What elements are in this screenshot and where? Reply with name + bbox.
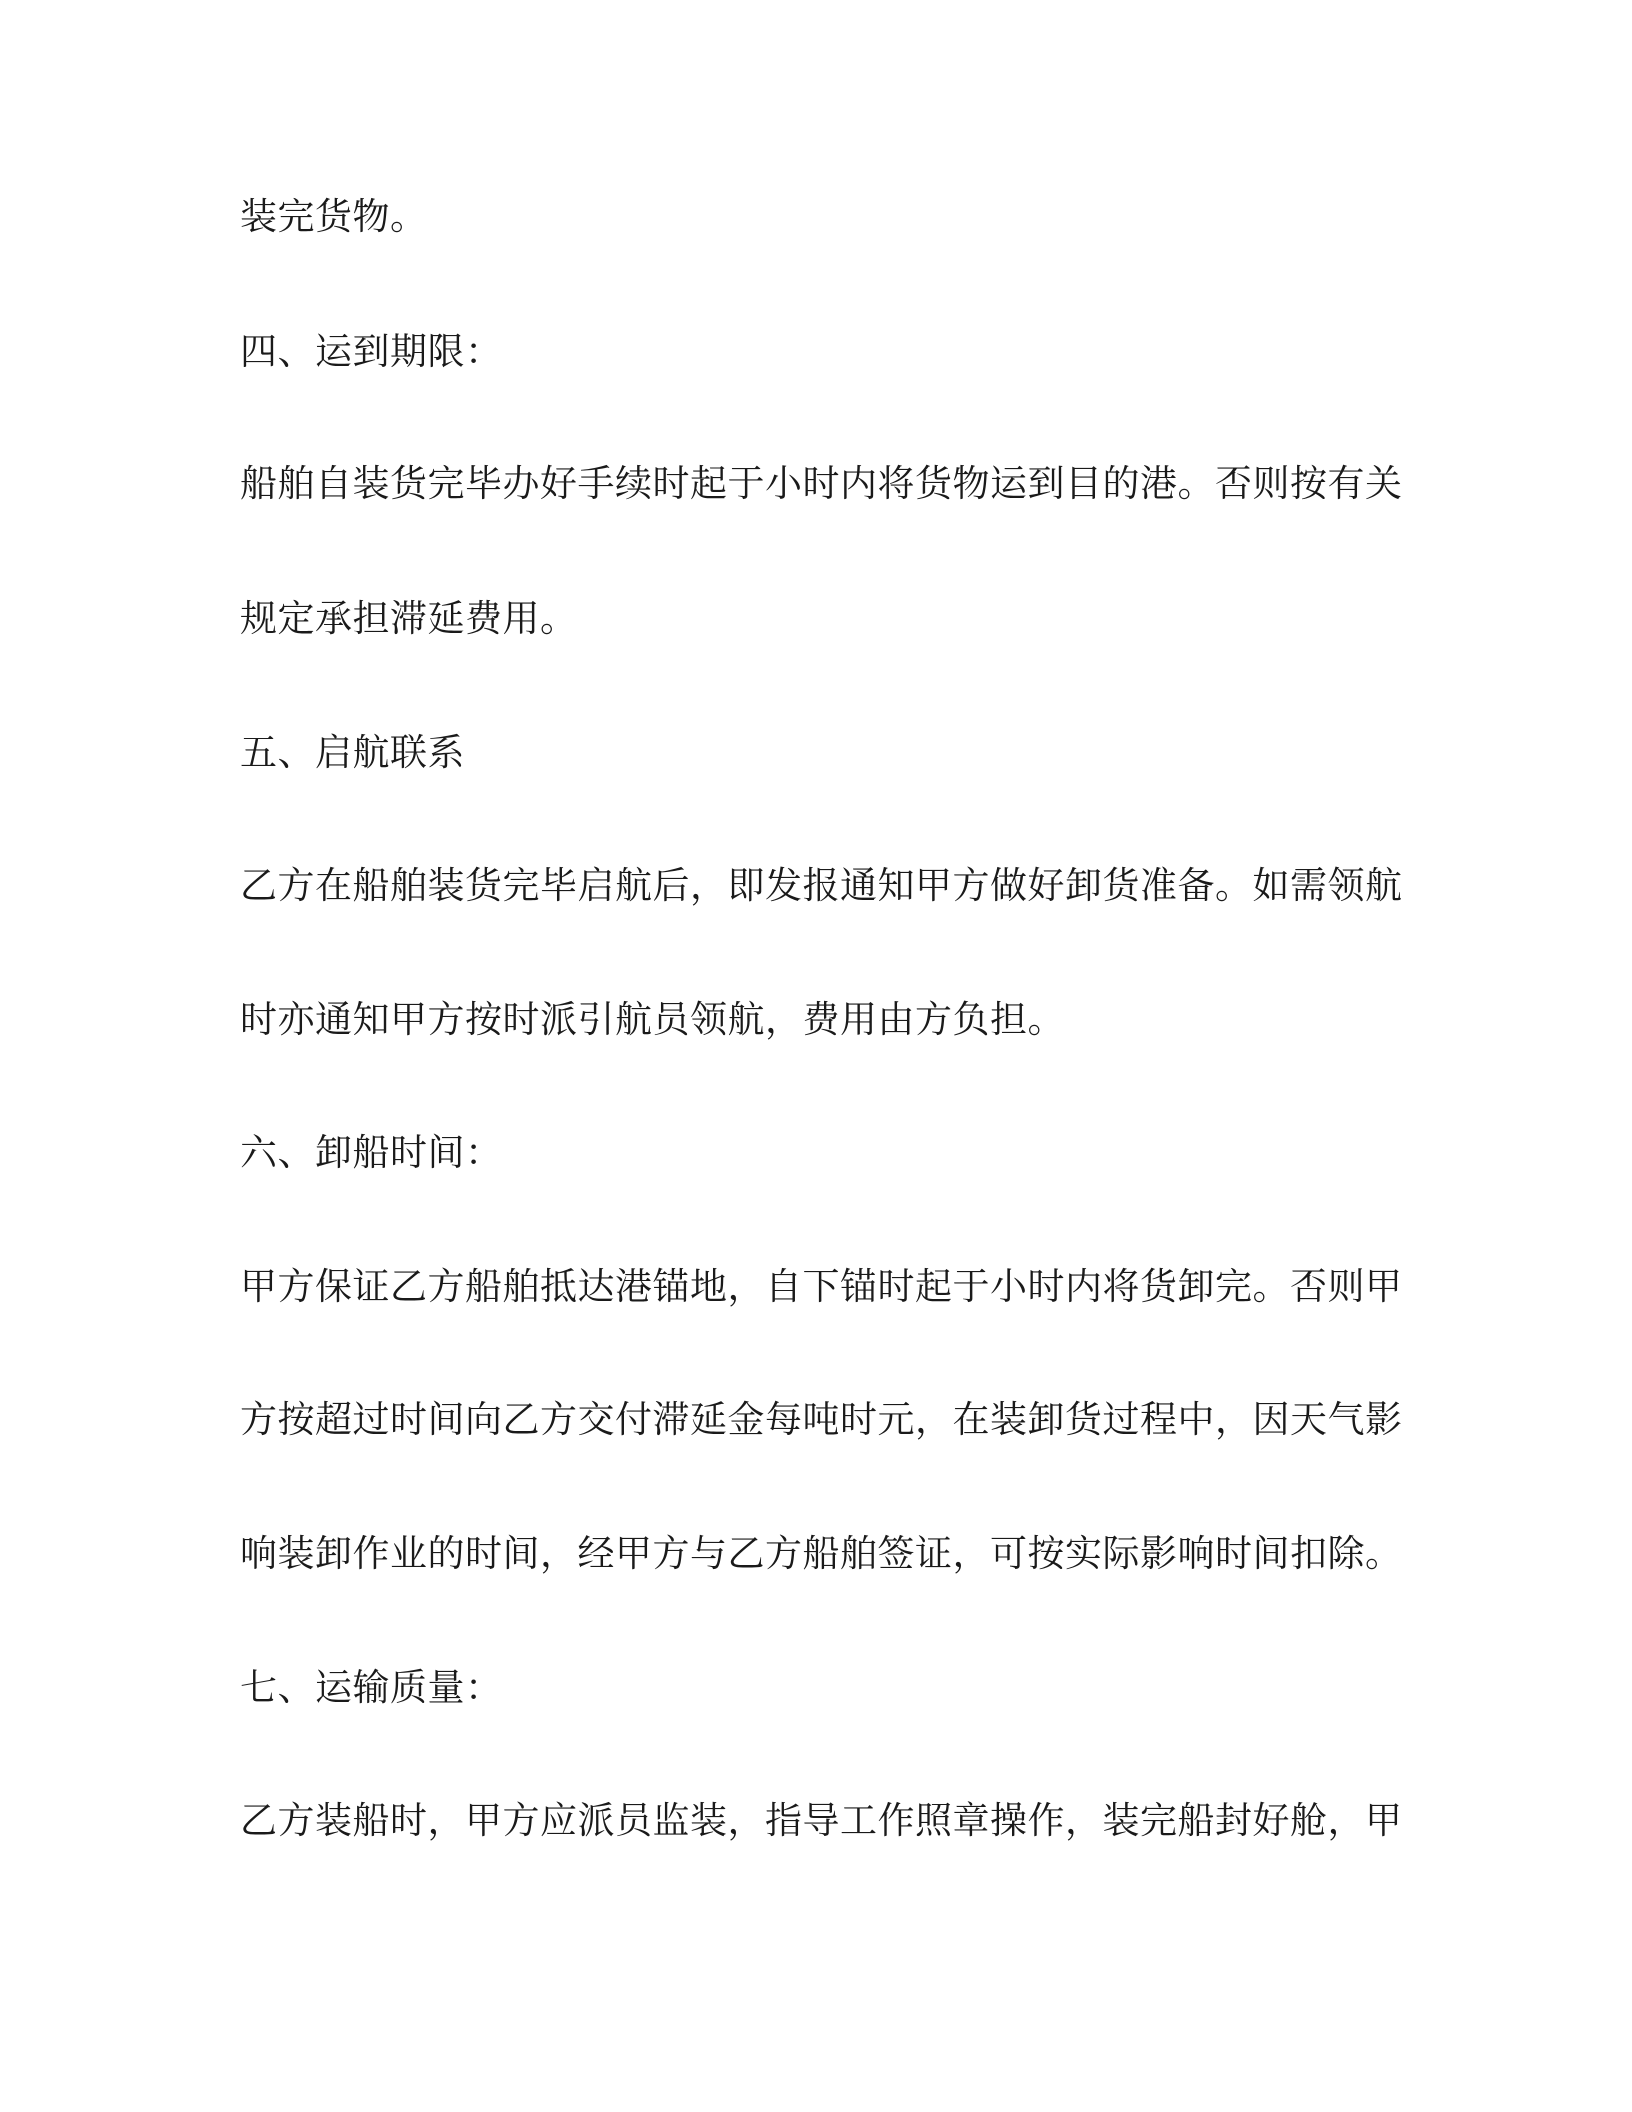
text-line: 时亦通知甲方按时派引航员领航，费用由方负担。 bbox=[240, 998, 1065, 1041]
section-heading-departure-contact: 五、启航联系 bbox=[240, 731, 465, 774]
text-line: 装完货物。 bbox=[240, 195, 428, 238]
text-line: 响装卸作业的时间，经甲方与乙方船舶签证，可按实际影响时间扣除。 bbox=[240, 1532, 1403, 1575]
section-heading-delivery-period: 四、运到期限： bbox=[240, 330, 503, 373]
text-line: 船舶自装货完毕办好手续时起于小时内将货物运到目的港。否则按有关 bbox=[240, 462, 1403, 505]
text-line: 方按超过时间向乙方交付滞延金每吨时元，在装卸货过程中，因天气影 bbox=[240, 1398, 1403, 1441]
text-line: 规定承担滞延费用。 bbox=[240, 597, 578, 640]
section-heading-transport-quality: 七、运输质量： bbox=[240, 1666, 503, 1709]
text-line: 甲方保证乙方船舶抵达港锚地，自下锚时起于小时内将货卸完。否则甲 bbox=[240, 1265, 1403, 1308]
section-heading-unloading-time: 六、卸船时间： bbox=[240, 1131, 503, 1174]
text-line: 乙方装船时，甲方应派员监装，指导工作照章操作，装完船封好舱，甲 bbox=[240, 1799, 1403, 1842]
text-line: 乙方在船舶装货完毕启航后，即发报通知甲方做好卸货准备。如需领航 bbox=[240, 864, 1403, 907]
